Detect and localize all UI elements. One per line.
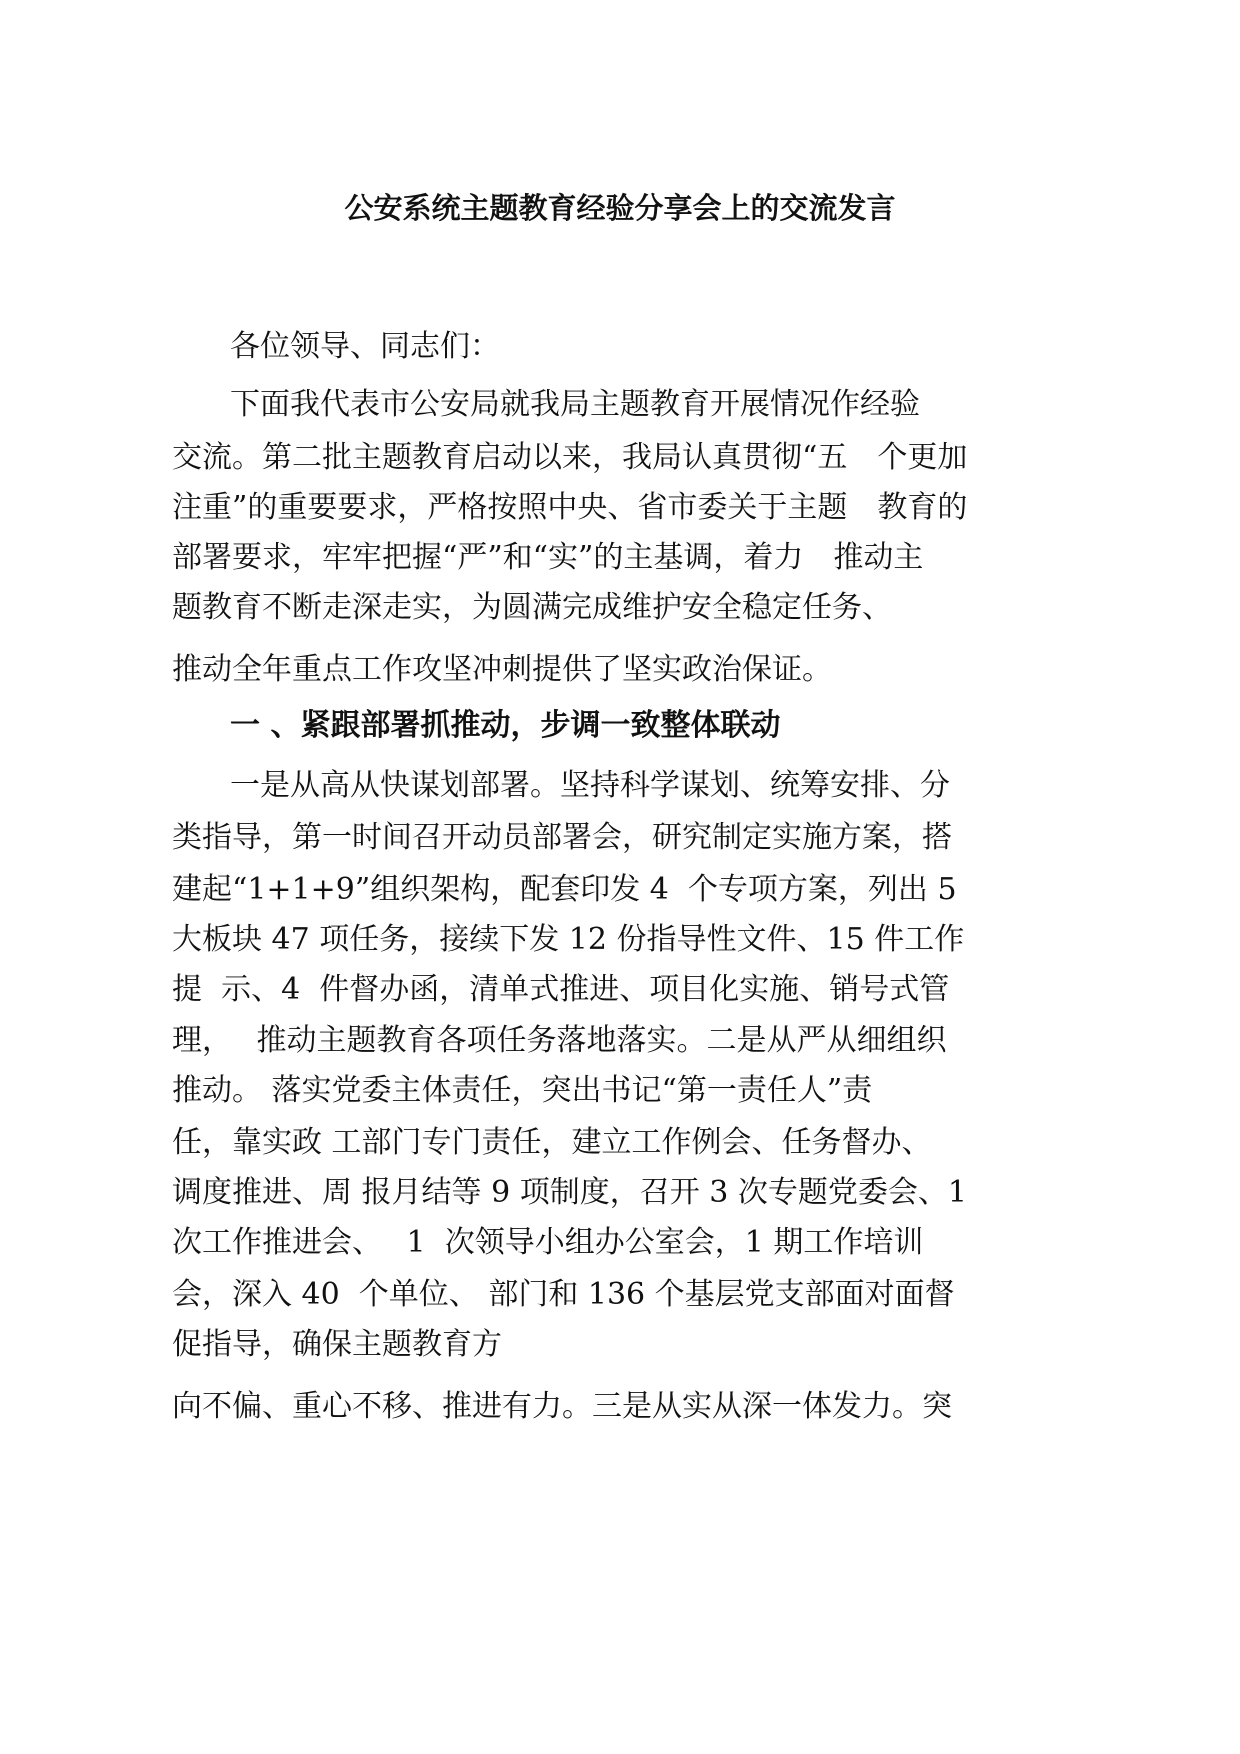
paragraph-line: 注重”的重要要求，严格按照中央、省市委关于主题 教育的 [172,490,968,525]
paragraph-line: 类指导，第一时间召开动员部署会，研究制定实施方案，搭 [172,820,952,855]
paragraph-line: 建起“1+1+9”组织架构，配套印发 4 个专项方案，列出 5 [172,872,957,907]
section-heading: 一 、紧跟部署抓推动，步调一致整体联动 [230,708,781,743]
paragraph-line: 推动全年重点工作攻坚冲刺提供了坚实政治保证。 [172,652,832,687]
paragraph-line: 向不偏、重心不移、推进有力。三是从实从深一体发力。突 [172,1389,952,1424]
paragraph-line: 促指导，确保主题教育方 [172,1327,502,1362]
paragraph-line: 题教育不断走深走实，为圆满完成维护安全稳定任务、 [172,590,892,625]
paragraph-line: 一是从高从快谋划部署。坚持科学谋划、统筹安排、分 [230,768,950,803]
paragraph-line: 会，深入 40 个单位、 部门和 136 个基层党支部面对面督 [172,1277,955,1312]
paragraph-line: 大板块 47 项任务，接续下发 12 份指导性文件、15 件工作 [172,922,965,957]
document-title: 公安系统主题教育经验分享会上的交流发言 [344,191,896,225]
paragraph-line: 任，靠实政 工部门专门责任，建立工作例会、任务督办、 [172,1125,932,1160]
salutation: 各位领导、同志们： [230,329,500,364]
paragraph-line: 次工作推进会、 1 次领导小组办公室会，1 期工作培训 [172,1225,924,1260]
paragraph-line: 部署要求，牢牢把握“严”和“实”的主基调，着力 推动主 [172,540,924,575]
paragraph-line: 调度推进、周 报月结等 9 项制度，召开 3 次专题党委会、1 [172,1175,967,1210]
paragraph-line: 理， 推动主题教育各项任务落地落实。二是从严从细组织 [172,1023,947,1058]
paragraph-line: 提 示、4 件督办函，清单式推进、项目化实施、销号式管 [172,972,950,1007]
paragraph-line: 下面我代表市公安局就我局主题教育开展情况作经验 [230,387,920,422]
paragraph-line: 交流。第二批主题教育启动以来，我局认真贯彻“五 个更加 [172,440,968,475]
paragraph-line: 推动。 落实党委主体责任，突出书记“第一责任人”责 [172,1073,873,1108]
